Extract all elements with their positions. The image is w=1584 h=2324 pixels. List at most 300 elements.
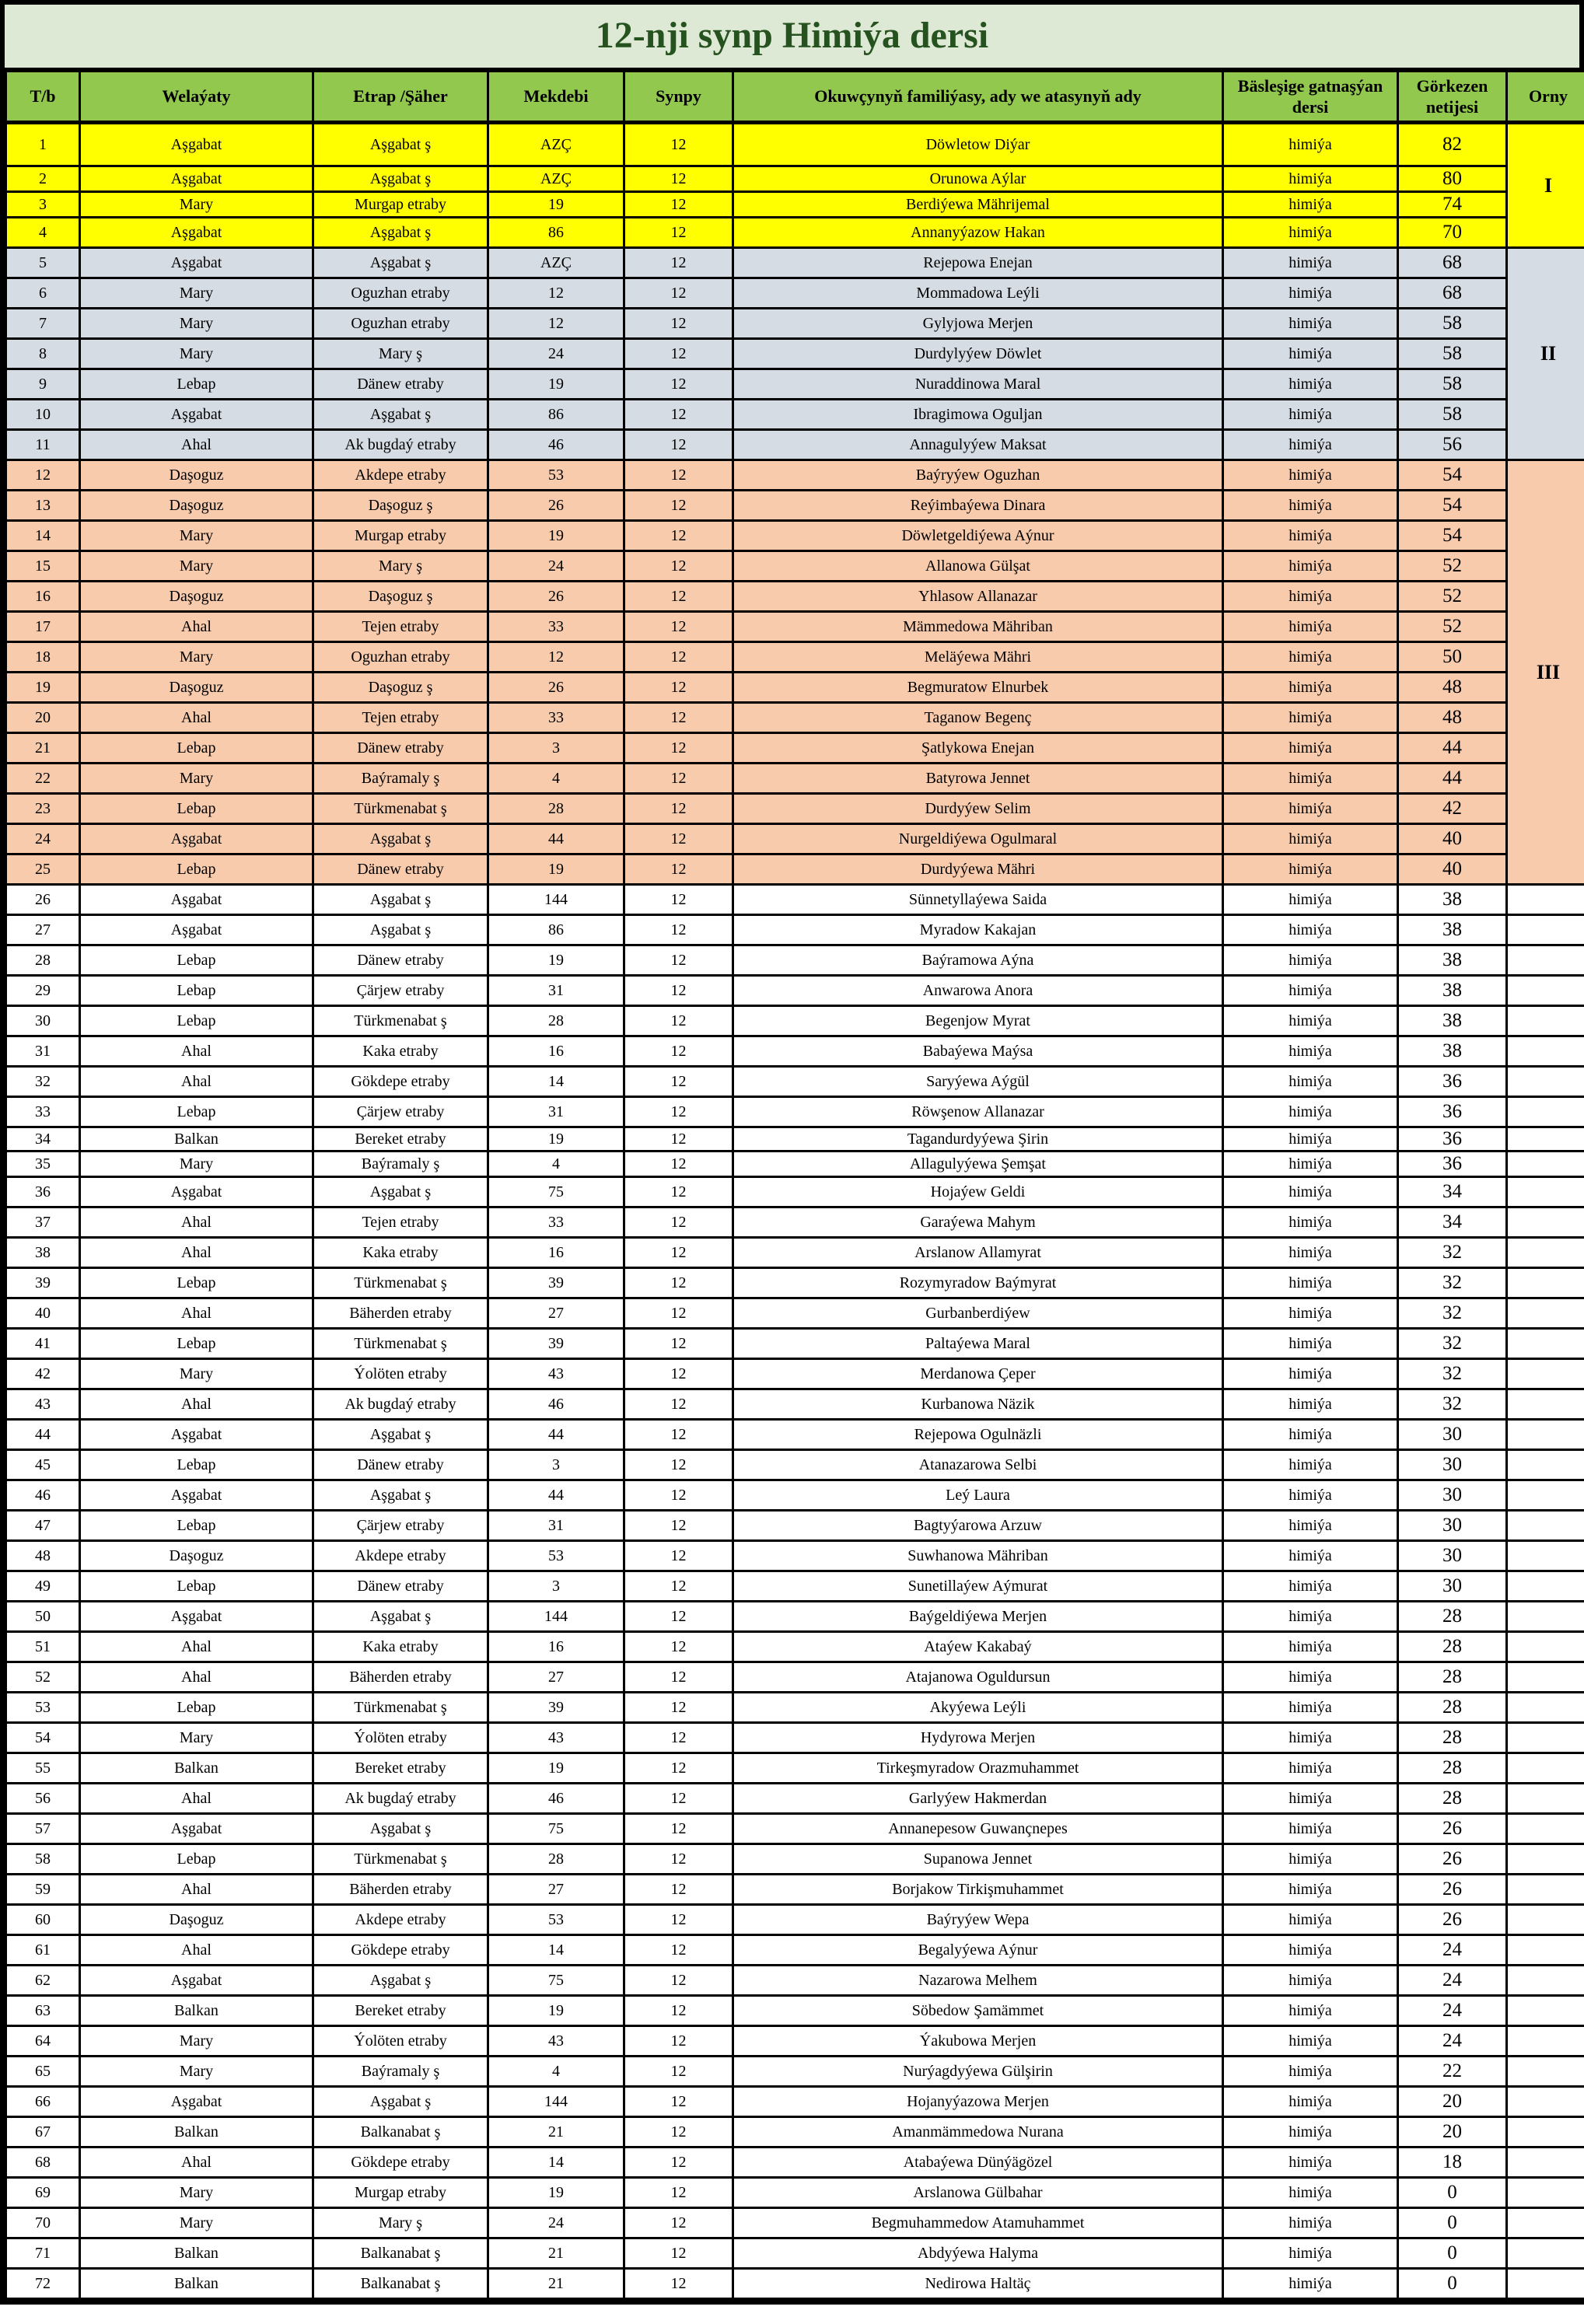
orny-cell-empty <box>1507 1329 1584 1359</box>
cell-synpy: 12 <box>624 945 733 976</box>
cell-synpy: 12 <box>624 123 733 166</box>
table-body <box>6 123 1584 2299</box>
cell-tb: 21 <box>6 733 80 764</box>
orny-cell-empty <box>1507 945 1584 976</box>
cell-etrap-saher: Çärjew etraby <box>313 1511 488 1541</box>
orny-cell-empty <box>1507 1966 1584 1996</box>
column-header-synpy: Synpy <box>624 72 733 123</box>
table-row <box>6 1844 1584 1875</box>
cell-okuwcy: Döwletow Diýar <box>733 123 1223 166</box>
cell-dersi: himiýa <box>1223 1268 1398 1298</box>
cell-welayaty: Lebap <box>80 1097 313 1127</box>
cell-mekdebi: 75 <box>488 1814 624 1844</box>
cell-netije: 54 <box>1398 491 1507 521</box>
cell-dersi: himiýa <box>1223 2026 1398 2057</box>
cell-dersi: himiýa <box>1223 1541 1398 1571</box>
cell-etrap-saher: Türkmenabat ş <box>313 1268 488 1298</box>
cell-dersi: himiýa <box>1223 2117 1398 2148</box>
cell-tb: 58 <box>6 1844 80 1875</box>
table-row <box>6 460 1584 491</box>
cell-tb: 3 <box>6 192 80 218</box>
table-row <box>6 2178 1584 2208</box>
table-row <box>6 1177 1584 1207</box>
cell-welayaty: Ahal <box>80 1207 313 1238</box>
cell-netije: 0 <box>1398 2269 1507 2299</box>
table-row <box>6 1905 1584 1935</box>
cell-etrap-saher: Aşgabat ş <box>313 1177 488 1207</box>
cell-mekdebi: 86 <box>488 400 624 430</box>
cell-welayaty: Ahal <box>80 703 313 733</box>
orny-cell-empty <box>1507 1602 1584 1632</box>
column-header-welayaty: Welaýaty <box>80 72 313 123</box>
cell-tb: 72 <box>6 2269 80 2299</box>
cell-tb: 57 <box>6 1814 80 1844</box>
cell-etrap-saher: Dänew etraby <box>313 854 488 885</box>
cell-tb: 33 <box>6 1097 80 1127</box>
cell-tb: 39 <box>6 1268 80 1298</box>
cell-netije: 28 <box>1398 1784 1507 1814</box>
cell-etrap-saher: Türkmenabat ş <box>313 1329 488 1359</box>
cell-mekdebi: 26 <box>488 582 624 612</box>
cell-mekdebi: 75 <box>488 1966 624 1996</box>
cell-okuwcy: Saryýewa Aýgül <box>733 1067 1223 1097</box>
cell-mekdebi: 44 <box>488 824 624 854</box>
cell-mekdebi: 4 <box>488 2057 624 2087</box>
cell-dersi: himiýa <box>1223 1389 1398 1420</box>
cell-welayaty: Mary <box>80 2026 313 2057</box>
orny-cell-empty <box>1507 1753 1584 1784</box>
cell-netije: 30 <box>1398 1420 1507 1450</box>
cell-dersi: himiýa <box>1223 1935 1398 1966</box>
table-row <box>6 642 1584 673</box>
cell-tb: 70 <box>6 2208 80 2238</box>
cell-etrap-saher: Türkmenabat ş <box>313 1006 488 1036</box>
cell-etrap-saher: Oguzhan etraby <box>313 309 488 339</box>
column-header-etrap-saher: Etrap /Şäher <box>313 72 488 123</box>
cell-okuwcy: Amanmämmedowa Nurana <box>733 2117 1223 2148</box>
cell-netije: 32 <box>1398 1359 1507 1389</box>
cell-welayaty: Daşoguz <box>80 1541 313 1571</box>
cell-etrap-saher: Aşgabat ş <box>313 123 488 166</box>
cell-okuwcy: Merdanowa Çeper <box>733 1359 1223 1389</box>
cell-dersi: himiýa <box>1223 218 1398 248</box>
cell-dersi: himiýa <box>1223 1905 1398 1935</box>
cell-netije: 80 <box>1398 166 1507 192</box>
cell-mekdebi: 39 <box>488 1268 624 1298</box>
cell-synpy: 12 <box>624 166 733 192</box>
cell-dersi: himiýa <box>1223 1693 1398 1723</box>
cell-mekdebi: 14 <box>488 1067 624 1097</box>
cell-okuwcy: Mommadowa Leýli <box>733 278 1223 309</box>
cell-synpy: 12 <box>624 1006 733 1036</box>
cell-welayaty: Mary <box>80 642 313 673</box>
cell-synpy: 12 <box>624 2269 733 2299</box>
cell-tb: 63 <box>6 1996 80 2026</box>
column-header-orny: Orny <box>1507 72 1584 123</box>
table-row <box>6 400 1584 430</box>
cell-welayaty: Daşoguz <box>80 460 313 491</box>
cell-etrap-saher: Aşgabat ş <box>313 400 488 430</box>
cell-welayaty: Balkan <box>80 1127 313 1152</box>
cell-dersi: himiýa <box>1223 2238 1398 2269</box>
table-row <box>6 491 1584 521</box>
cell-okuwcy: Annanyýazow Hakan <box>733 218 1223 248</box>
cell-etrap-saher: Baýramaly ş <box>313 1152 488 1177</box>
cell-mekdebi: 14 <box>488 1935 624 1966</box>
cell-etrap-saher: Daşoguz ş <box>313 491 488 521</box>
cell-synpy: 12 <box>624 642 733 673</box>
table-row <box>6 218 1584 248</box>
cell-dersi: himiýa <box>1223 1814 1398 1844</box>
cell-netije: 36 <box>1398 1097 1507 1127</box>
cell-etrap-saher: Gökdepe etraby <box>313 2148 488 2178</box>
cell-welayaty: Ahal <box>80 612 313 642</box>
cell-tb: 40 <box>6 1298 80 1329</box>
table-row <box>6 1541 1584 1571</box>
cell-synpy: 12 <box>624 192 733 218</box>
cell-dersi: himiýa <box>1223 1511 1398 1541</box>
cell-synpy: 12 <box>624 2148 733 2178</box>
cell-etrap-saher: Murgap etraby <box>313 2178 488 2208</box>
cell-okuwcy: Röwşenow Allanazar <box>733 1097 1223 1127</box>
cell-welayaty: Lebap <box>80 1511 313 1541</box>
cell-welayaty: Daşoguz <box>80 491 313 521</box>
cell-mekdebi: 26 <box>488 673 624 703</box>
cell-netije: 74 <box>1398 192 1507 218</box>
cell-tb: 23 <box>6 794 80 824</box>
cell-welayaty: Ahal <box>80 2148 313 2178</box>
orny-cell-empty <box>1507 1571 1584 1602</box>
cell-synpy: 12 <box>624 1127 733 1152</box>
cell-welayaty: Mary <box>80 2208 313 2238</box>
cell-netije: 18 <box>1398 2148 1507 2178</box>
cell-etrap-saher: Mary ş <box>313 2208 488 2238</box>
cell-etrap-saher: Akdepe etraby <box>313 460 488 491</box>
cell-okuwcy: Tagandurdyýewa Şirin <box>733 1127 1223 1152</box>
cell-mekdebi: 26 <box>488 491 624 521</box>
cell-dersi: himiýa <box>1223 1602 1398 1632</box>
table-row <box>6 1097 1584 1127</box>
cell-netije: 0 <box>1398 2208 1507 2238</box>
cell-synpy: 12 <box>624 1480 733 1511</box>
cell-mekdebi: 12 <box>488 642 624 673</box>
cell-etrap-saher: Türkmenabat ş <box>313 794 488 824</box>
cell-dersi: himiýa <box>1223 1177 1398 1207</box>
cell-okuwcy: Supanowa Jennet <box>733 1844 1223 1875</box>
cell-synpy: 12 <box>624 1067 733 1097</box>
cell-mekdebi: AZÇ <box>488 166 624 192</box>
cell-okuwcy: Nedirowa Haltäç <box>733 2269 1223 2299</box>
cell-okuwcy: Nuraddinowa Maral <box>733 369 1223 400</box>
cell-welayaty: Aşgabat <box>80 2087 313 2117</box>
cell-etrap-saher: Kaka etraby <box>313 1632 488 1662</box>
cell-okuwcy: Meläýewa Mähri <box>733 642 1223 673</box>
cell-tb: 6 <box>6 278 80 309</box>
cell-tb: 45 <box>6 1450 80 1480</box>
cell-netije: 38 <box>1398 915 1507 945</box>
table-row <box>6 945 1584 976</box>
cell-netije: 26 <box>1398 1844 1507 1875</box>
cell-mekdebi: 33 <box>488 703 624 733</box>
cell-dersi: himiýa <box>1223 551 1398 582</box>
cell-dersi: himiýa <box>1223 521 1398 551</box>
orny-cell-empty <box>1507 1036 1584 1067</box>
cell-welayaty: Aşgabat <box>80 218 313 248</box>
cell-dersi: himiýa <box>1223 400 1398 430</box>
cell-tb: 37 <box>6 1207 80 1238</box>
cell-etrap-saher: Gökdepe etraby <box>313 1067 488 1097</box>
cell-okuwcy: Arslanow Allamyrat <box>733 1238 1223 1268</box>
cell-etrap-saher: Aşgabat ş <box>313 1602 488 1632</box>
table-row <box>6 1036 1584 1067</box>
cell-welayaty: Ahal <box>80 1935 313 1966</box>
cell-welayaty: Aşgabat <box>80 1966 313 1996</box>
cell-synpy: 12 <box>624 551 733 582</box>
orny-cell-empty <box>1507 1662 1584 1693</box>
cell-welayaty: Ahal <box>80 1067 313 1097</box>
cell-tb: 24 <box>6 824 80 854</box>
cell-etrap-saher: Bäherden etraby <box>313 1875 488 1905</box>
cell-okuwcy: Rejepowa Ogulnäzli <box>733 1420 1223 1450</box>
cell-synpy: 12 <box>624 1875 733 1905</box>
cell-okuwcy: Begmuratow Elnurbek <box>733 673 1223 703</box>
cell-etrap-saher: Ak bugdaý etraby <box>313 430 488 460</box>
table-row <box>6 192 1584 218</box>
cell-dersi: himiýa <box>1223 703 1398 733</box>
orny-cell-empty <box>1507 2057 1584 2087</box>
cell-okuwcy: Söbedow Şamämmet <box>733 1996 1223 2026</box>
cell-welayaty: Aşgabat <box>80 885 313 915</box>
cell-welayaty: Lebap <box>80 854 313 885</box>
cell-mekdebi: 27 <box>488 1875 624 1905</box>
cell-okuwcy: Baýryýew Oguzhan <box>733 460 1223 491</box>
cell-etrap-saher: Dänew etraby <box>313 1450 488 1480</box>
table-row <box>6 1127 1584 1152</box>
cell-mekdebi: 39 <box>488 1329 624 1359</box>
cell-dersi: himiýa <box>1223 1662 1398 1693</box>
cell-tb: 41 <box>6 1329 80 1359</box>
cell-netije: 36 <box>1398 1067 1507 1097</box>
cell-mekdebi: 144 <box>488 1602 624 1632</box>
cell-welayaty: Aşgabat <box>80 400 313 430</box>
cell-tb: 43 <box>6 1389 80 1420</box>
cell-mekdebi: 28 <box>488 1006 624 1036</box>
cell-etrap-saher: Kaka etraby <box>313 1238 488 1268</box>
cell-mekdebi: 43 <box>488 2026 624 2057</box>
cell-netije: 22 <box>1398 2057 1507 2087</box>
cell-okuwcy: Garaýewa Mahym <box>733 1207 1223 1238</box>
table-row <box>6 885 1584 915</box>
cell-tb: 56 <box>6 1784 80 1814</box>
cell-etrap-saher: Baýramaly ş <box>313 2057 488 2087</box>
cell-tb: 26 <box>6 885 80 915</box>
cell-mekdebi: 43 <box>488 1359 624 1389</box>
cell-etrap-saher: Kaka etraby <box>313 1036 488 1067</box>
table-row <box>6 1996 1584 2026</box>
orny-cell-empty <box>1507 1784 1584 1814</box>
column-header-netije: Görkezen netijesi <box>1398 72 1507 123</box>
cell-netije: 28 <box>1398 1693 1507 1723</box>
cell-etrap-saher: Bereket etraby <box>313 1753 488 1784</box>
cell-welayaty: Mary <box>80 309 313 339</box>
cell-dersi: himiýa <box>1223 1238 1398 1268</box>
cell-etrap-saher: Ak bugdaý etraby <box>313 1784 488 1814</box>
cell-welayaty: Daşoguz <box>80 582 313 612</box>
table-row <box>6 582 1584 612</box>
cell-okuwcy: Gylyjowa Merjen <box>733 309 1223 339</box>
cell-tb: 44 <box>6 1420 80 1450</box>
cell-mekdebi: 24 <box>488 2208 624 2238</box>
cell-synpy: 12 <box>624 1632 733 1662</box>
cell-dersi: himiýa <box>1223 1784 1398 1814</box>
cell-okuwcy: Rejepowa Enejan <box>733 248 1223 278</box>
cell-netije: 52 <box>1398 582 1507 612</box>
cell-tb: 5 <box>6 248 80 278</box>
cell-netije: 24 <box>1398 1966 1507 1996</box>
cell-welayaty: Aşgabat <box>80 1177 313 1207</box>
cell-etrap-saher: Balkanabat ş <box>313 2238 488 2269</box>
cell-dersi: himiýa <box>1223 642 1398 673</box>
cell-mekdebi: 16 <box>488 1238 624 1268</box>
cell-netije: 54 <box>1398 521 1507 551</box>
cell-welayaty: Mary <box>80 1359 313 1389</box>
cell-etrap-saher: Gökdepe etraby <box>313 1935 488 1966</box>
cell-okuwcy: Suwhanowa Mähriban <box>733 1541 1223 1571</box>
cell-netije: 30 <box>1398 1571 1507 1602</box>
cell-synpy: 12 <box>624 248 733 278</box>
cell-netije: 28 <box>1398 1602 1507 1632</box>
table-row <box>6 2208 1584 2238</box>
cell-welayaty: Mary <box>80 551 313 582</box>
cell-synpy: 12 <box>624 582 733 612</box>
table-row <box>6 2026 1584 2057</box>
cell-welayaty: Ahal <box>80 1875 313 1905</box>
cell-welayaty: Ahal <box>80 1784 313 1814</box>
header-row <box>6 72 1584 123</box>
cell-netije: 28 <box>1398 1753 1507 1784</box>
cell-dersi: himiýa <box>1223 1298 1398 1329</box>
cell-okuwcy: Arslanowa Gülbahar <box>733 2178 1223 2208</box>
cell-etrap-saher: Ýolöten etraby <box>313 1359 488 1389</box>
cell-synpy: 12 <box>624 824 733 854</box>
cell-etrap-saher: Murgap etraby <box>313 192 488 218</box>
cell-tb: 48 <box>6 1541 80 1571</box>
cell-netije: 48 <box>1398 673 1507 703</box>
cell-etrap-saher: Akdepe etraby <box>313 1541 488 1571</box>
cell-welayaty: Lebap <box>80 369 313 400</box>
results-table <box>5 70 1584 2300</box>
cell-dersi: himiýa <box>1223 1450 1398 1480</box>
cell-tb: 54 <box>6 1723 80 1753</box>
cell-tb: 46 <box>6 1480 80 1511</box>
table-row <box>6 430 1584 460</box>
cell-dersi: himiýa <box>1223 945 1398 976</box>
cell-mekdebi: 53 <box>488 1541 624 1571</box>
cell-mekdebi: 27 <box>488 1662 624 1693</box>
cell-synpy: 12 <box>624 1996 733 2026</box>
cell-okuwcy: Tirkeşmyradow Orazmuhammet <box>733 1753 1223 1784</box>
cell-welayaty: Lebap <box>80 1844 313 1875</box>
cell-mekdebi: 31 <box>488 976 624 1006</box>
cell-okuwcy: Durdyýew Selim <box>733 794 1223 824</box>
cell-welayaty: Aşgabat <box>80 1420 313 1450</box>
cell-netije: 68 <box>1398 278 1507 309</box>
table-row <box>6 1006 1584 1036</box>
orny-cell-empty <box>1507 1480 1584 1511</box>
cell-dersi: himiýa <box>1223 192 1398 218</box>
cell-synpy: 12 <box>624 1097 733 1127</box>
table-row <box>6 1389 1584 1420</box>
cell-netije: 0 <box>1398 2178 1507 2208</box>
orny-cell-empty <box>1507 1152 1584 1177</box>
cell-okuwcy: Nurýagdyýewa Gülşirin <box>733 2057 1223 2087</box>
cell-tb: 9 <box>6 369 80 400</box>
cell-dersi: himiýa <box>1223 1844 1398 1875</box>
cell-welayaty: Lebap <box>80 733 313 764</box>
cell-etrap-saher: Aşgabat ş <box>313 915 488 945</box>
cell-mekdebi: 19 <box>488 1753 624 1784</box>
cell-etrap-saher: Baýramaly ş <box>313 764 488 794</box>
cell-mekdebi: 4 <box>488 1152 624 1177</box>
cell-synpy: 12 <box>624 1420 733 1450</box>
cell-synpy: 12 <box>624 612 733 642</box>
cell-dersi: himiýa <box>1223 1420 1398 1450</box>
table-row <box>6 1329 1584 1359</box>
cell-netije: 44 <box>1398 733 1507 764</box>
cell-tb: 32 <box>6 1067 80 1097</box>
orny-cell-empty <box>1507 2178 1584 2208</box>
orny-cell-empty <box>1507 1298 1584 1329</box>
cell-welayaty: Mary <box>80 1723 313 1753</box>
cell-okuwcy: Batyrowa Jennet <box>733 764 1223 794</box>
table-row <box>6 1450 1584 1480</box>
cell-welayaty: Aşgabat <box>80 1602 313 1632</box>
cell-welayaty: Aşgabat <box>80 824 313 854</box>
orny-cell-empty <box>1507 2087 1584 2117</box>
cell-welayaty: Mary <box>80 192 313 218</box>
cell-synpy: 12 <box>624 1359 733 1389</box>
cell-dersi: himiýa <box>1223 885 1398 915</box>
cell-netije: 34 <box>1398 1177 1507 1207</box>
cell-netije: 38 <box>1398 945 1507 976</box>
cell-mekdebi: 19 <box>488 521 624 551</box>
cell-dersi: himiýa <box>1223 460 1398 491</box>
table-row <box>6 551 1584 582</box>
orny-cell-empty <box>1507 1723 1584 1753</box>
cell-mekdebi: 21 <box>488 2238 624 2269</box>
cell-dersi: himiýa <box>1223 673 1398 703</box>
cell-okuwcy: Abdyýewa Halyma <box>733 2238 1223 2269</box>
orny-cell-empty <box>1507 1207 1584 1238</box>
cell-dersi: himiýa <box>1223 582 1398 612</box>
table-row <box>6 673 1584 703</box>
orny-cell: I <box>1507 123 1584 248</box>
cell-netije: 26 <box>1398 1875 1507 1905</box>
cell-synpy: 12 <box>624 1511 733 1541</box>
cell-mekdebi: 3 <box>488 1571 624 1602</box>
cell-etrap-saher: Aşgabat ş <box>313 2087 488 2117</box>
cell-mekdebi: 21 <box>488 2117 624 2148</box>
cell-welayaty: Lebap <box>80 1329 313 1359</box>
cell-netije: 32 <box>1398 1268 1507 1298</box>
cell-etrap-saher: Daşoguz ş <box>313 582 488 612</box>
cell-welayaty: Aşgabat <box>80 1480 313 1511</box>
cell-okuwcy: Myradow Kakajan <box>733 915 1223 945</box>
cell-okuwcy: Ibragimowa Oguljan <box>733 400 1223 430</box>
cell-mekdebi: 27 <box>488 1298 624 1329</box>
orny-cell-empty <box>1507 976 1584 1006</box>
cell-welayaty: Ahal <box>80 1036 313 1067</box>
